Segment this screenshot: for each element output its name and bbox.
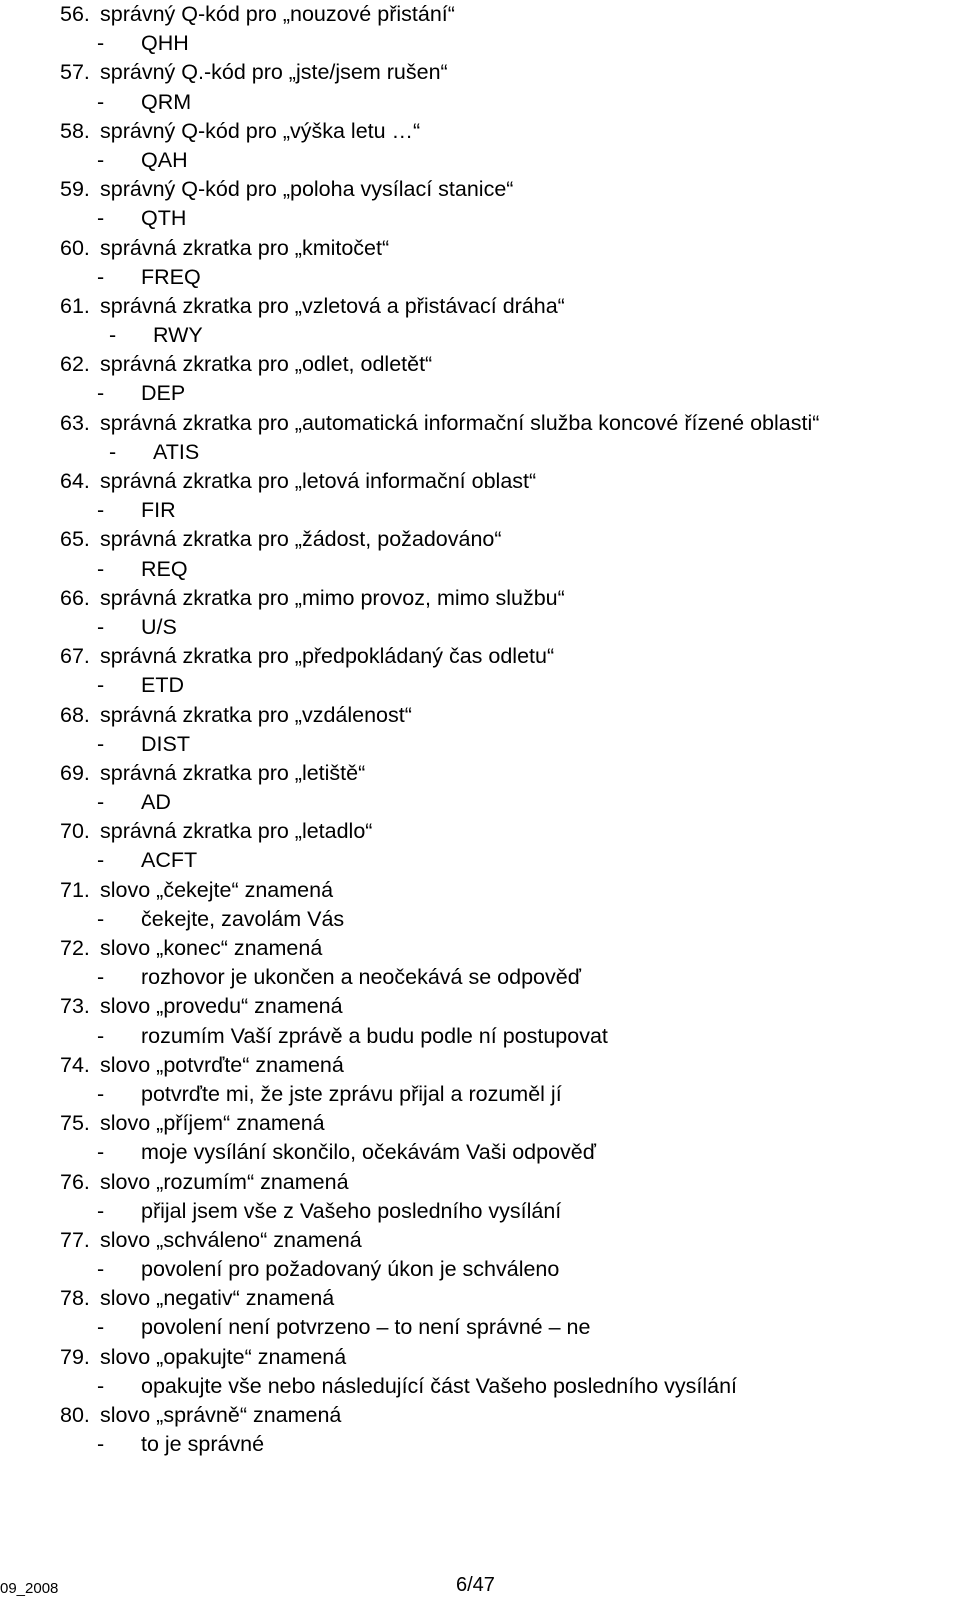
question-number: 73. [60, 994, 90, 1019]
answer-dash: - [97, 89, 105, 114]
question-text: slovo „negativ“ znamená [100, 1286, 335, 1311]
answer-line [60, 1197, 940, 1226]
answer-dash: - [97, 790, 105, 815]
answer-dash: - [109, 439, 117, 464]
answer-text: FIR [141, 498, 176, 523]
question-line [60, 1109, 940, 1138]
question-line [60, 584, 940, 613]
answer-text: QRM [141, 89, 192, 114]
question-line [60, 525, 940, 554]
answer-text: rozumím Vaší zprávě a budu podle ní postupovat [141, 1023, 608, 1048]
answer-text: FREQ [141, 264, 201, 289]
question-number: 67. [60, 644, 90, 669]
question-number: 80. [60, 1403, 90, 1427]
question-text: správná zkratka pro „letadlo“ [100, 819, 373, 844]
answer-line [60, 963, 940, 992]
list-item [60, 992, 940, 1050]
answer-text: rozhovor je ukončen a neočekává se odpověď [141, 965, 581, 990]
answer-text: ACFT [141, 848, 198, 873]
question-text: správná zkratka pro „vzletová a přistávací dráha“ [100, 293, 565, 318]
answer-line [60, 438, 940, 467]
answer-dash: - [97, 1257, 105, 1282]
list-item [60, 58, 940, 116]
answer-text: U/S [141, 614, 177, 639]
question-line [60, 467, 940, 496]
list-item [60, 701, 940, 759]
question-line [60, 350, 940, 379]
question-text: správná zkratka pro „letová informační oblast“ [100, 469, 537, 493]
question-number: 65. [60, 527, 90, 552]
list-item [60, 1284, 940, 1342]
answer-line [60, 788, 940, 817]
question-line [60, 1343, 940, 1372]
answer-line [60, 1430, 940, 1459]
answer-text: QTH [141, 206, 187, 231]
question-number: 59. [60, 177, 90, 202]
list-item [60, 1051, 940, 1109]
list-item [60, 759, 940, 817]
answer-dash: - [97, 556, 105, 581]
answer-dash: - [109, 323, 117, 348]
answer-line [60, 846, 940, 875]
answer-text: RWY [153, 323, 203, 348]
question-number: 62. [60, 352, 90, 377]
answer-line [60, 1080, 940, 1109]
question-line [60, 817, 940, 846]
answer-text: DEP [141, 381, 186, 406]
question-line [60, 175, 940, 204]
question-text: správný Q.-kód pro „jste/jsem rušen“ [100, 60, 448, 85]
list-item [60, 234, 940, 292]
list-item [60, 0, 940, 58]
question-number: 78. [60, 1286, 90, 1311]
list-item [60, 584, 940, 642]
question-number: 68. [60, 702, 90, 727]
answer-text: QHH [141, 31, 189, 56]
answer-line [60, 1255, 940, 1284]
answer-text: ETD [141, 673, 184, 698]
question-line [60, 642, 940, 671]
question-number: 72. [60, 936, 90, 960]
question-line [60, 701, 940, 730]
question-line [60, 934, 940, 963]
answer-line [60, 1372, 940, 1401]
question-text: slovo „opakujte“ znamená [100, 1344, 347, 1369]
question-text: slovo „správně“ znamená [100, 1403, 342, 1427]
list-item [60, 1109, 940, 1167]
question-number: 71. [60, 877, 90, 902]
answer-line [60, 29, 940, 58]
question-number: 70. [60, 819, 90, 844]
list-item [60, 642, 940, 700]
question-number: 74. [60, 1052, 90, 1077]
answer-line [60, 1313, 940, 1342]
question-number: 77. [60, 1227, 90, 1252]
question-line [60, 1051, 940, 1080]
answer-dash: - [97, 1373, 105, 1398]
question-line [60, 0, 940, 29]
question-number: 56. [60, 2, 90, 26]
answer-dash: - [97, 965, 105, 990]
list-item [60, 1343, 940, 1401]
question-text: slovo „potvrďte“ znamená [100, 1052, 344, 1077]
question-text: správná zkratka pro „letiště“ [100, 760, 366, 785]
question-line [60, 58, 940, 87]
answer-line [60, 321, 940, 350]
answer-text: potvrďte mi, že jste zprávu přijal a rozuměl jí [141, 1081, 562, 1106]
list-item [60, 1401, 940, 1459]
question-number: 76. [60, 1169, 90, 1194]
list-item [60, 292, 940, 350]
question-text: správná zkratka pro „kmitočet“ [100, 235, 390, 260]
answer-text: DIST [141, 731, 190, 756]
answer-line [60, 496, 940, 525]
list-item [60, 467, 940, 525]
question-number: 58. [60, 118, 90, 143]
question-list [60, 0, 940, 1459]
answer-line [60, 379, 940, 408]
answer-line [60, 555, 940, 584]
question-number: 64. [60, 469, 90, 493]
list-item [60, 817, 940, 875]
answer-dash: - [97, 264, 105, 289]
question-text: správná zkratka pro „odlet, odletět“ [100, 352, 433, 377]
answer-line [60, 146, 940, 175]
list-item [60, 117, 940, 175]
question-line [60, 117, 940, 146]
question-text: správná zkratka pro „předpokládaný čas odletu“ [100, 644, 555, 669]
question-line [60, 1168, 940, 1197]
question-text: správný Q-kód pro „výška letu …“ [100, 118, 421, 143]
answer-text: opakujte vše nebo následující část Vašeho posledního vysílání [141, 1373, 738, 1398]
answer-dash: - [97, 1315, 105, 1340]
question-number: 69. [60, 760, 90, 785]
list-item [60, 409, 940, 467]
answer-dash: - [97, 848, 105, 873]
question-text: slovo „příjem“ znamená [100, 1111, 325, 1136]
answer-dash: - [97, 206, 105, 231]
answer-dash: - [97, 673, 105, 698]
answer-line [60, 204, 940, 233]
question-number: 61. [60, 293, 90, 318]
answer-text: přijal jsem vše z Vašeho posledního vysílání [141, 1198, 562, 1223]
question-number: 57. [60, 60, 90, 85]
answer-dash: - [97, 731, 105, 756]
question-line [60, 876, 940, 905]
list-item [60, 934, 940, 992]
footer-code: 09_2008 [0, 1580, 59, 1597]
question-text: slovo „provedu“ znamená [100, 994, 343, 1019]
answer-text: QAH [141, 147, 188, 172]
answer-text: to je správné [141, 1432, 265, 1457]
answer-text: čekejte, zavolám Vás [141, 906, 345, 931]
question-text: slovo „rozumím“ znamená [100, 1169, 349, 1194]
answer-dash: - [97, 1432, 105, 1457]
question-line [60, 759, 940, 788]
question-text: správná zkratka pro „žádost, požadováno“ [100, 527, 502, 552]
answer-line [60, 1022, 940, 1051]
answer-line [60, 671, 940, 700]
question-text: slovo „čekejte“ znamená [100, 877, 334, 902]
answer-dash: - [97, 1198, 105, 1223]
question-line [60, 992, 940, 1021]
question-line [60, 234, 940, 263]
list-item [60, 1168, 940, 1226]
answer-dash: - [97, 1140, 105, 1165]
answer-line [60, 613, 940, 642]
list-item [60, 525, 940, 583]
list-item [60, 1226, 940, 1284]
question-number: 66. [60, 585, 90, 610]
answer-text: moje vysílání skončilo, očekávám Vaši odpověď [141, 1140, 596, 1165]
answer-dash: - [97, 498, 105, 523]
list-item [60, 175, 940, 233]
answer-dash: - [97, 31, 105, 56]
answer-text: povolení není potvrzeno – to není správné – ne [141, 1315, 591, 1340]
question-number: 79. [60, 1344, 90, 1369]
question-text: slovo „schváleno“ znamená [100, 1227, 362, 1252]
answer-dash: - [97, 381, 105, 406]
question-text: správná zkratka pro „mimo provoz, mimo službu“ [100, 585, 565, 610]
question-number: 75. [60, 1111, 90, 1136]
question-number: 63. [60, 410, 90, 435]
question-line [60, 409, 940, 438]
list-item [60, 350, 940, 408]
question-line [60, 1284, 940, 1313]
question-text: správná zkratka pro „automatická informační služba koncové řízené oblasti“ [100, 410, 820, 435]
question-line [60, 292, 940, 321]
answer-line [60, 263, 940, 292]
question-text: správná zkratka pro „vzdálenost“ [100, 702, 412, 727]
list-item [60, 876, 940, 934]
answer-dash: - [97, 614, 105, 639]
answer-line [60, 730, 940, 759]
answer-dash: - [97, 147, 105, 172]
page-footer [0, 1570, 960, 1607]
answer-dash: - [97, 1081, 105, 1106]
question-line [60, 1401, 940, 1430]
question-text: správný Q-kód pro „poloha vysílací stanice“ [100, 177, 514, 202]
question-text: správný Q-kód pro „nouzové přistání“ [100, 2, 455, 26]
question-text: slovo „konec“ znamená [100, 936, 323, 960]
answer-text: AD [141, 790, 171, 815]
question-number: 60. [60, 235, 90, 260]
page-number: 6/47 [456, 1574, 495, 1596]
answer-line [60, 88, 940, 117]
answer-dash: - [97, 1023, 105, 1048]
answer-dash: - [97, 906, 105, 931]
question-line [60, 1226, 940, 1255]
answer-text: ATIS [153, 439, 200, 464]
answer-line [60, 905, 940, 934]
answer-text: REQ [141, 556, 188, 581]
answer-text: povolení pro požadovaný úkon je schváleno [141, 1257, 560, 1282]
answer-line [60, 1138, 940, 1167]
